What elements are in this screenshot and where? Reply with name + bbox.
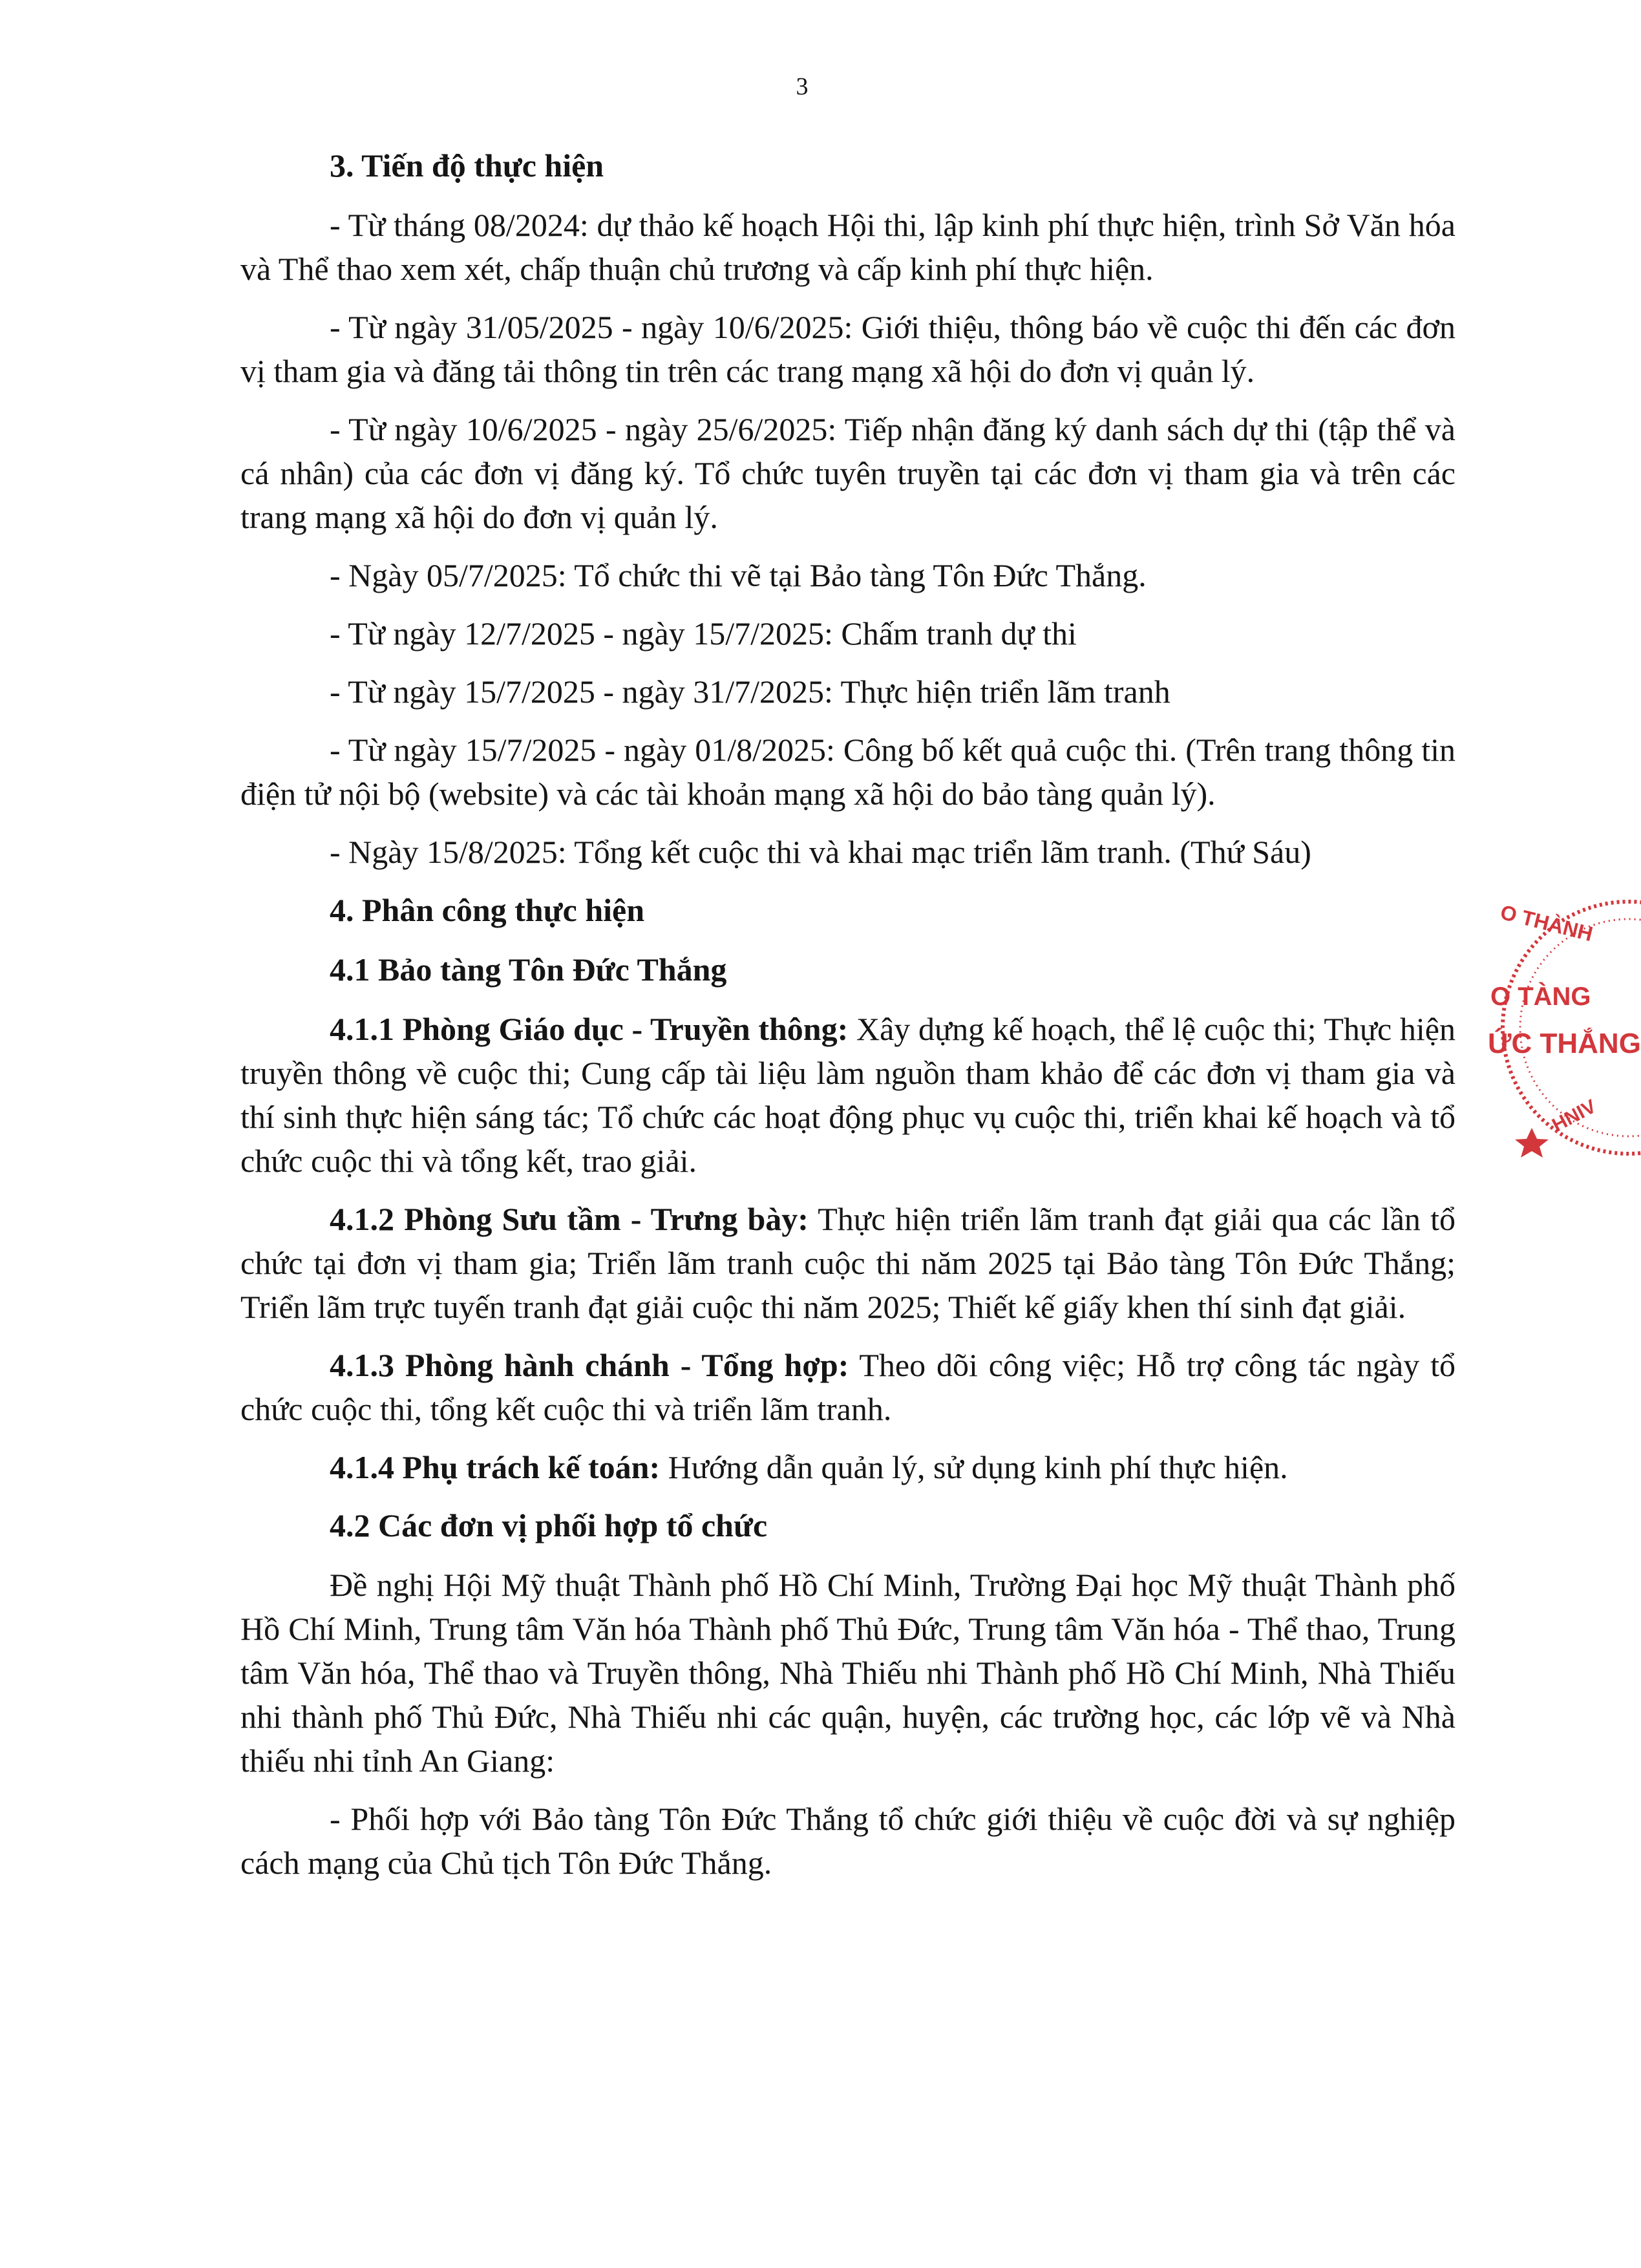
assignment-item bbox=[240, 1445, 1456, 1489]
schedule-item: - Từ ngày 15/7/2025 - ngày 31/7/2025: Thực hiện triển lãm tranh bbox=[330, 673, 1170, 710]
seal-text: ỨC THẮNG bbox=[1488, 1028, 1641, 1059]
coordination-paragraph: Đề nghị Hội Mỹ thuật Thành phố Hồ Chí Minh, Trường Đại học Mỹ thuật Thành phố Hồ Chí Minh, Trung tâm Văn hóa Thành phố Thủ Đức, Trung tâm Văn hóa - Thể thao, Trung tâm Văn hóa, Thể thao và Truyền thông, Nhà Thiếu nhi Thành phố Hồ Chí Minh, Nhà Thiếu nhi thành phố Thủ Đức, Nhà Thiếu nhi các quận, huyện, các trường học, các lớp vẽ và Nhà thiếu nhi tỉnh An Giang: bbox=[240, 1567, 1456, 1779]
assignment-item bbox=[240, 1343, 1456, 1431]
section-3-heading: 3. Tiến độ thực hiện bbox=[330, 147, 604, 184]
schedule-item: - Từ ngày 31/05/2025 - ngày 10/6/2025: Giới thiệu, thông báo về cuộc thi đến các đơn vị tham gia và đăng tải thông tin trên các trang mạng xã hội do đơn vị quản lý. bbox=[240, 309, 1456, 389]
assignment-text: Theo dõi công việc; Hỗ trợ công tác ngày tổ chức cuộc thi, tổng kết cuộc thi và triển lãm tranh. bbox=[240, 1347, 1456, 1427]
schedule-item: - Từ ngày 15/7/2025 - ngày 01/8/2025: Công bố kết quả cuộc thi. (Trên trang thông tin điện tử nội bộ (website) và các tài khoản mạng xã hội do bảo tàng quản lý). bbox=[240, 732, 1456, 812]
assignment-text: Hướng dẫn quản lý, sử dụng kinh phí thực hiện. bbox=[660, 1449, 1288, 1485]
document-body bbox=[240, 143, 1456, 1899]
assignment-text: Xây dựng kế hoạch, thể lệ cuộc thi; Thực hiện truyền thông về cuộc thi; Cung cấp tài liệu làm nguồn tham khảo để các đơn vị tham gia và thí sinh thực hiện sáng tác; Tổ chức các hoạt động phục vụ cuộc thi, triển khai kế hoạch và tổ chức cuộc thi và tổng kết, trao giải. bbox=[240, 1011, 1456, 1179]
assignment-item bbox=[240, 1197, 1456, 1329]
assignment-label: 4.1.1 Phòng Giáo dục - Truyền thông: bbox=[330, 1011, 849, 1047]
section-4-2-heading: 4.2 Các đơn vị phối hợp tổ chức bbox=[330, 1507, 768, 1543]
section-4-heading: 4. Phân công thực hiện bbox=[330, 892, 645, 928]
schedule-item: - Từ ngày 10/6/2025 - ngày 25/6/2025: Tiếp nhận đăng ký danh sách dự thi (tập thể và cá nhân) của các đơn vị đăng ký. Tổ chức tuyên truyền tại các đơn vị tham gia và trên các trang mạng xã hội do đơn vị quản lý. bbox=[240, 411, 1456, 535]
seal-text: HNIV bbox=[1549, 1096, 1600, 1136]
seal-text: O TÀNG bbox=[1490, 982, 1591, 1011]
assignment-label: 4.1.2 Phòng Sưu tầm - Trưng bày: bbox=[330, 1201, 809, 1237]
official-seal-stamp bbox=[1487, 892, 1641, 1163]
assignment-item bbox=[240, 1007, 1456, 1183]
coordination-paragraph: - Phối hợp với Bảo tàng Tôn Đức Thắng tổ chức giới thiệu về cuộc đời và sự nghiệp cách mạng của Chủ tịch Tôn Đức Thắng. bbox=[240, 1801, 1456, 1881]
page-number: 3 bbox=[796, 73, 809, 100]
schedule-item: - Từ ngày 12/7/2025 - ngày 15/7/2025: Chấm tranh dự thi bbox=[330, 615, 1077, 652]
schedule-item: - Từ tháng 08/2024: dự thảo kế hoạch Hội thi, lập kinh phí thực hiện, trình Sở Văn hóa và Thể thao xem xét, chấp thuận chủ trương và cấp kinh phí thực hiện. bbox=[240, 207, 1456, 287]
schedule-item: - Ngày 15/8/2025: Tổng kết cuộc thi và khai mạc triển lãm tranh. (Thứ Sáu) bbox=[330, 834, 1311, 870]
assignment-label: 4.1.4 Phụ trách kế toán: bbox=[330, 1449, 661, 1485]
assignment-text: Thực hiện triển lãm tranh đạt giải qua các lần tổ chức tại đơn vị tham gia; Triển lãm tranh cuộc thi năm 2025 tại Bảo tàng Tôn Đức Thắng; Triển lãm trực tuyến tranh đạt giải cuộc thi năm 2025; Thiết kế giấy khen thí sinh đạt giải. bbox=[240, 1201, 1456, 1325]
schedule-item: - Ngày 05/7/2025: Tổ chức thi vẽ tại Bảo tàng Tôn Đức Thắng. bbox=[330, 557, 1147, 593]
seal-text: O THÀNH bbox=[1498, 900, 1596, 946]
section-4-1-heading: 4.1 Bảo tàng Tôn Đức Thắng bbox=[330, 951, 727, 988]
assignment-label: 4.1.3 Phòng hành chánh - Tổng hợp: bbox=[330, 1347, 849, 1383]
